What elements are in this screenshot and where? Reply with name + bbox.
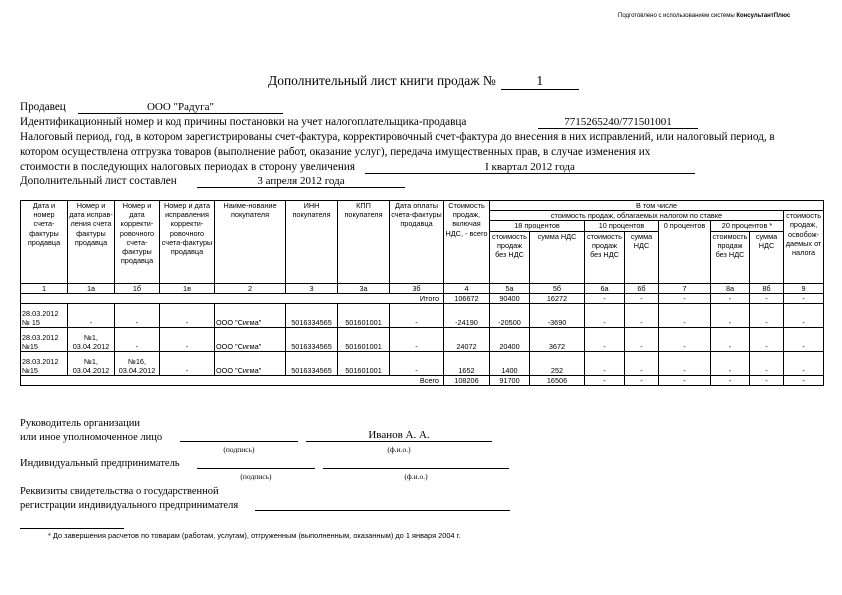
vsego-cell: - — [585, 376, 625, 386]
cell-5a: 1400 — [490, 352, 530, 376]
col-num: 4 — [444, 283, 490, 293]
cell-invoice: 28.03.2012 №15 — [21, 328, 68, 352]
cell-buyer: ООО "Сигма" — [215, 304, 286, 328]
cell-adjustment: - — [115, 304, 160, 328]
cell-adjustment-fix: - — [160, 304, 215, 328]
seller-value: ООО "Радуга" — [78, 101, 283, 114]
th-8a: стоимость продаж без НДС — [711, 231, 750, 283]
cell-8b: - — [750, 328, 784, 352]
cell-correction: №1, 03.04.2012 — [68, 328, 115, 352]
th-5b: сумма НДС — [530, 231, 585, 283]
top-note-brand: КонсультантПлюс — [736, 13, 791, 19]
itogo-cell: 106672 — [444, 293, 490, 303]
vsego-cell: - — [711, 376, 750, 386]
col-num: 8б — [750, 283, 784, 293]
cell-6a: - — [585, 352, 625, 376]
col-num: 1в — [160, 283, 215, 293]
head-sign-caption: (подпись) — [223, 445, 255, 454]
cell-8a: - — [711, 328, 750, 352]
th-4: Стоимость продаж, включая НДС, - всего — [444, 201, 490, 284]
vsego-row — [21, 376, 824, 386]
cell-5b: 252 — [530, 352, 585, 376]
vsego-cell: - — [750, 376, 784, 386]
ip-fio-caption: (ф.и.о.) — [404, 472, 428, 481]
col-num: 5б — [530, 283, 585, 293]
ip-sign-caption: (подпись) — [240, 472, 272, 481]
cell-5a: 20400 — [490, 328, 530, 352]
cell-8a: - — [711, 304, 750, 328]
itogo-cell: - — [711, 293, 750, 303]
cell-8a: - — [711, 352, 750, 376]
sales-table — [20, 200, 824, 386]
cell-8b: - — [750, 304, 784, 328]
cell-total: 1652 — [444, 352, 490, 376]
cell-7: - — [659, 352, 711, 376]
itogo-row — [21, 293, 824, 303]
cell-pay-date: - — [390, 304, 444, 328]
th-exempt: стоимость продаж, освобож-даемых от налога — [784, 211, 824, 283]
th-1a: Номер и дата исправ-ления счета фактуры продавца — [68, 201, 115, 284]
col-num: 6б — [625, 283, 659, 293]
cell-5a: -20500 — [490, 304, 530, 328]
th-rate-18: 18 процентов — [490, 221, 585, 231]
itogo-cell: - — [659, 293, 711, 303]
itogo-label: Итого — [21, 293, 444, 303]
period-line-3: стоимости в последующих налоговых периодах в сторону увеличения — [20, 161, 355, 173]
th-rate-20: 20 процентов * — [711, 221, 784, 231]
ip-sign-line — [197, 456, 315, 469]
th-5a: стоимость продаж без НДС — [490, 231, 530, 283]
col-num: 9 — [784, 283, 824, 293]
page-title — [268, 73, 579, 90]
period-value: I квартал 2012 года — [365, 161, 695, 174]
composed-value: 3 апреля 2012 года — [197, 175, 405, 188]
th-3b: Дата оплаты счета-фактуры продавца — [390, 201, 444, 284]
cell-8b: - — [750, 352, 784, 376]
col-num: 8а — [711, 283, 750, 293]
itogo-cell: - — [784, 293, 824, 303]
cell-6a: - — [585, 304, 625, 328]
col-num: 2 — [215, 283, 286, 293]
th-1b: Номер и дата корректи-ровочного счета-фактуры продавца — [115, 201, 160, 284]
head-label-1: Руководитель организации — [20, 418, 140, 429]
title-number: 1 — [501, 73, 579, 90]
th-6b: сумма НДС — [625, 231, 659, 283]
ip-label: Индивидуальный предприниматель — [20, 458, 180, 469]
itogo-cell: - — [625, 293, 659, 303]
itogo-cell: 90400 — [490, 293, 530, 303]
vsego-cell: - — [784, 376, 824, 386]
vsego-cell: - — [659, 376, 711, 386]
cell-kpp: 501601001 — [338, 352, 390, 376]
cell-adjustment-fix: - — [160, 352, 215, 376]
cell-7: - — [659, 304, 711, 328]
cert-label-2: регистрации индивидуального предпринимателя — [20, 500, 239, 511]
col-num: 3б — [390, 283, 444, 293]
col-num: 5а — [490, 283, 530, 293]
cell-total: -24190 — [444, 304, 490, 328]
th-8b: сумма НДС — [750, 231, 784, 283]
footnote: * До завершения расчетов по товарам (работам, услугам), отгруженным (выполненным, оказанным) до 1 января 2004 г. — [48, 531, 461, 540]
vsego-cell: 16506 — [530, 376, 585, 386]
period-line-1: Налоговый период, год, в котором зарегистрированы счет-фактура, корректировочный счет-фактура до внесения в них исправлений, или налоговый период, в — [20, 131, 775, 143]
head-fio: Иванов А. А. — [306, 429, 492, 442]
cell-adjustment-fix: - — [160, 328, 215, 352]
table-row — [21, 304, 824, 328]
cell-buyer: ООО "Сигма" — [215, 352, 286, 376]
column-numbers-row — [21, 283, 824, 293]
cell-6b: - — [625, 352, 659, 376]
cell-correction: - — [68, 304, 115, 328]
vsego-cell: - — [625, 376, 659, 386]
itogo-cell: - — [750, 293, 784, 303]
col-num: 1б — [115, 283, 160, 293]
th-2: Наиме-нование покупателя — [215, 201, 286, 284]
cell-9: - — [784, 352, 824, 376]
cell-5b: 3672 — [530, 328, 585, 352]
top-note-prefix: Подготовлено с использованием системы — [618, 13, 735, 19]
th-taxed: стоимость продаж, облагаемых налогом по ставке — [490, 211, 784, 221]
cell-6b: - — [625, 304, 659, 328]
composed-label: Дополнительный лист составлен — [20, 175, 177, 187]
th-6a: стоимость продаж без НДС — [585, 231, 625, 283]
cell-kpp: 501601001 — [338, 304, 390, 328]
cell-6a: - — [585, 328, 625, 352]
cell-total: 24072 — [444, 328, 490, 352]
table-row — [21, 352, 824, 376]
cell-adjustment: - — [115, 328, 160, 352]
th-rate-0: 0 процентов — [659, 221, 711, 283]
head-label-2: или иное уполномоченное лицо — [20, 432, 163, 443]
head-fio-caption: (ф.и.о.) — [387, 445, 411, 454]
col-num: 6а — [585, 283, 625, 293]
th-1: Дата и номер счета-фактуры продавца — [21, 201, 68, 284]
top-note — [618, 13, 790, 19]
ip-fio-line — [323, 456, 509, 469]
cell-adjustment: №16, 03.04.2012 — [115, 352, 160, 376]
cell-buyer: ООО "Сигма" — [215, 328, 286, 352]
col-num: 7 — [659, 283, 711, 293]
period-line-2: котором осуществлена отгрузка товаров (выполнение работ, оказание услуг), передача имущественных прав, в случае изменения их — [20, 146, 651, 158]
th-3: ИНН покупателя — [286, 201, 338, 284]
seller-label: Продавец — [20, 101, 66, 113]
vsego-cell: 91700 — [490, 376, 530, 386]
cell-5b: -3690 — [530, 304, 585, 328]
cell-9: - — [784, 328, 824, 352]
cell-7: - — [659, 328, 711, 352]
th-incl: В том числе — [490, 201, 824, 211]
cell-correction: №1, 03.04.2012 — [68, 352, 115, 376]
cell-invoice: 28.03.2012 №15 — [21, 352, 68, 376]
col-num: 1 — [21, 283, 68, 293]
cell-inn: 5016334565 — [286, 304, 338, 328]
cell-inn: 5016334565 — [286, 328, 338, 352]
head-sign-line — [180, 429, 298, 442]
th-3a: КПП покупателя — [338, 201, 390, 284]
th-rate-10: 10 процентов — [585, 221, 659, 231]
cell-9: - — [784, 304, 824, 328]
cert-line — [255, 498, 510, 511]
itogo-cell: - — [585, 293, 625, 303]
cell-invoice: 28.03.2012 № 15 — [21, 304, 68, 328]
inn-value: 7715265240/771501001 — [538, 116, 698, 129]
col-num: 3а — [338, 283, 390, 293]
cell-inn: 5016334565 — [286, 352, 338, 376]
cell-pay-date: - — [390, 328, 444, 352]
cell-kpp: 501601001 — [338, 328, 390, 352]
cert-label-1: Реквизиты свидетельства о государственной — [20, 486, 219, 497]
vsego-label: Всего — [21, 376, 444, 386]
title-label: Дополнительный лист книги продаж № — [268, 73, 496, 88]
itogo-cell: 16272 — [530, 293, 585, 303]
vsego-cell: 108206 — [444, 376, 490, 386]
table-row — [21, 328, 824, 352]
inn-label: Идентификационный номер и код причины постановки на учет налогоплательщика-продавца — [20, 116, 467, 128]
col-num: 1а — [68, 283, 115, 293]
col-num: 3 — [286, 283, 338, 293]
cell-pay-date: - — [390, 352, 444, 376]
cell-6b: - — [625, 328, 659, 352]
footnote-separator — [20, 527, 124, 529]
th-1v: Номер и дата исправления корректи-ровочного счета-фактуры продавца — [160, 201, 215, 284]
